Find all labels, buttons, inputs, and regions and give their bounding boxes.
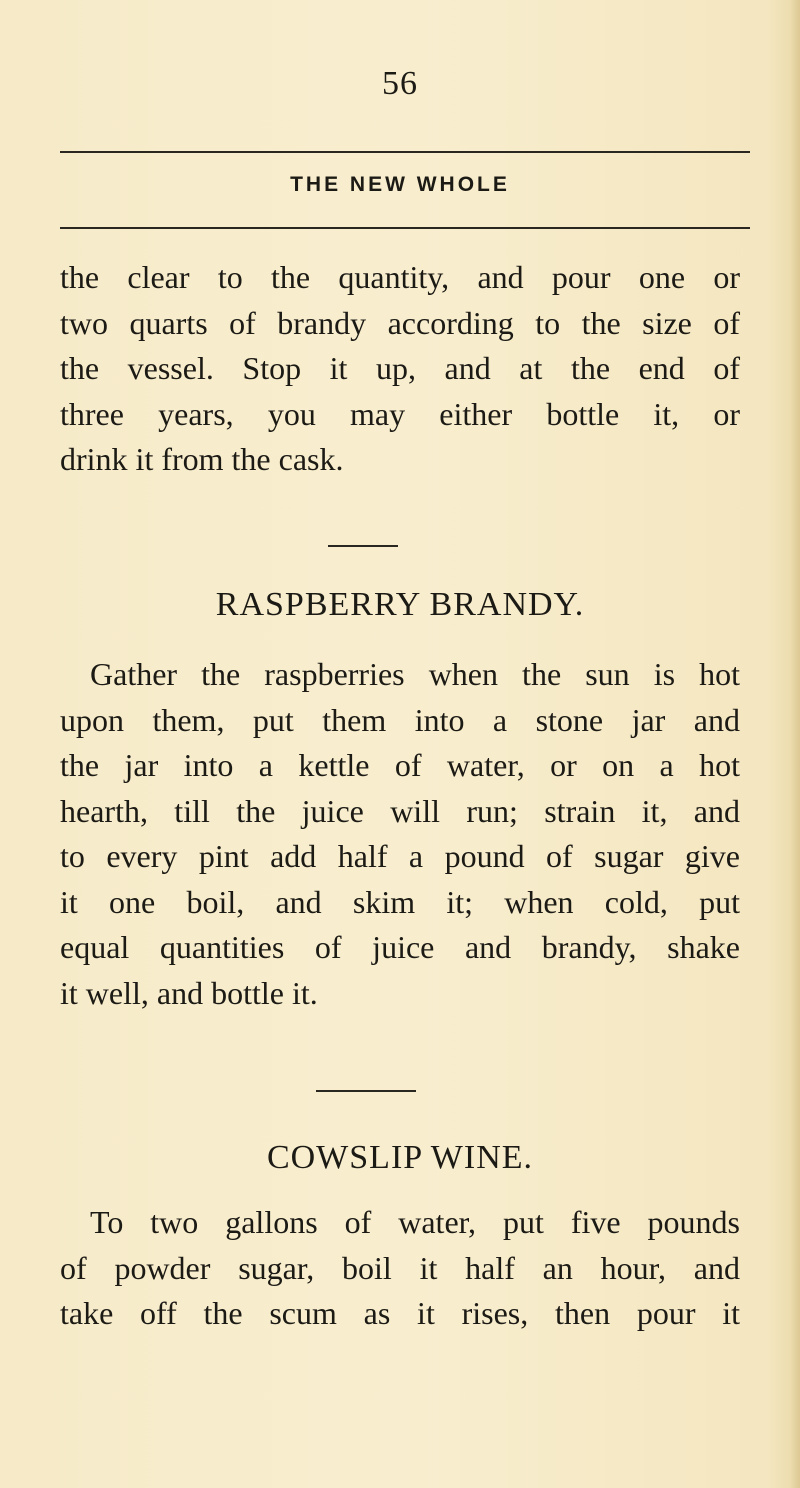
section-separator [316,1090,416,1092]
section-heading-raspberry-brandy: RASPBERRY BRANDY. [215,586,585,623]
text-line: Gather the raspberries when the sun is hot [90,656,740,692]
text-line: of powder sugar, boil it half an hour, and [60,1249,740,1286]
text-line: it one boil, and skim it; when cold, put [60,883,740,920]
text-line: hearth, till the juice will run; strain it, and [60,792,740,829]
text-line: equal quantities of juice and brandy, shake [60,929,740,965]
text-line: upon them, put them into a stone jar and [60,701,740,738]
text-line: the jar into a kettle of water, or on a hot [60,747,740,783]
header-rule-bottom [60,227,750,229]
text-line: the vessel. Stop it up, and at the end of [60,350,740,386]
text-line: two quarts of brandy according to the size of [60,304,740,341]
page-number: 56 [382,65,418,102]
text-line: To two gallons of water, put five pounds [90,1204,740,1240]
section-separator [328,545,398,547]
page-edge-shadow [790,0,800,1488]
text-line: take off the scum as it rises, then pour it [60,1295,740,1331]
intro-paragraph [60,255,740,483]
section-heading-cowslip-wine: COWSLIP WINE. [266,1139,534,1176]
text-line: three years, you may either bottle it, or [60,395,740,432]
text-line: drink it from the cask. [60,441,344,477]
raspberry-brandy-paragraph [60,652,740,1016]
header-rule-top [60,151,750,153]
running-head: THE NEW WHOLE [290,173,510,196]
cowslip-wine-paragraph [60,1200,740,1337]
text-line: the clear to the quantity, and pour one or [60,259,740,295]
text-line: it well, and bottle it. [60,974,318,1011]
text-line: to every pint add half a pound of sugar give [60,838,740,874]
